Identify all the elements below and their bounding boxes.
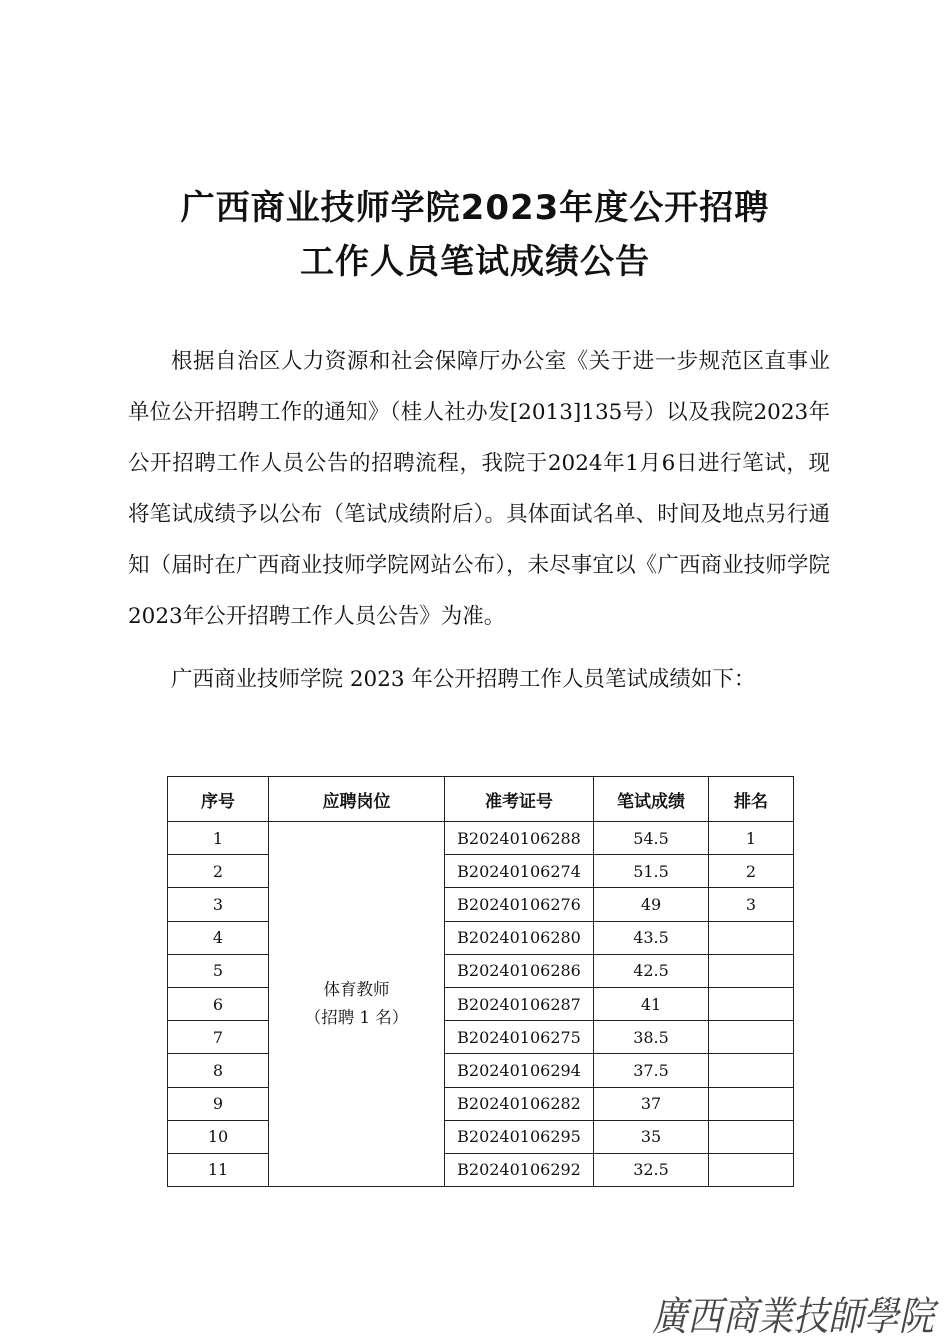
cell-rank — [709, 1120, 794, 1153]
college-calligraphy-watermark — [648, 1282, 938, 1340]
announcement-paragraph-2: 广西商业技师学院 2023 年公开招聘工作人员笔试成绩如下： — [171, 667, 756, 692]
table-row — [168, 855, 794, 888]
cell-rank — [709, 987, 794, 1020]
cell-rank — [709, 1087, 794, 1120]
header-admission-ticket: 准考证号 — [445, 777, 594, 822]
table-row — [168, 987, 794, 1020]
cell-serial-number: 10 — [168, 1120, 269, 1153]
cell-admission-ticket: B20240106274 — [445, 855, 594, 888]
exam-score-table — [167, 776, 794, 1187]
table-row — [168, 1087, 794, 1120]
cell-admission-ticket: B20240106275 — [445, 1021, 594, 1054]
cell-serial-number: 3 — [168, 888, 269, 921]
cell-rank — [709, 954, 794, 987]
cell-admission-ticket: B20240106294 — [445, 1054, 594, 1087]
cell-rank — [709, 921, 794, 954]
cell-admission-ticket: B20240106292 — [445, 1153, 594, 1186]
cell-written-score: 35 — [594, 1120, 709, 1153]
cell-serial-number: 7 — [168, 1021, 269, 1054]
cell-serial-number: 1 — [168, 822, 269, 855]
document-title-line-2: 工作人员笔试成绩公告 — [300, 242, 650, 282]
header-rank: 排名 — [709, 777, 794, 822]
cell-rank — [709, 1021, 794, 1054]
document-title-line-1: 广西商业技师学院2023年度公开招聘 — [180, 188, 770, 228]
table-row — [168, 1120, 794, 1153]
announcement-body — [128, 336, 830, 705]
cell-rank: 2 — [709, 855, 794, 888]
table-row — [168, 1054, 794, 1087]
cell-serial-number: 9 — [168, 1087, 269, 1120]
table-row — [168, 1021, 794, 1054]
cell-serial-number: 8 — [168, 1054, 269, 1087]
announcement-paragraph-1: 根据自治区人力资源和社会保障厅办公室《关于进一步规范区直事业单位公开招聘工作的通知》（桂人社办发[2013]135号）以及我院2023年公开招聘工作人员公告的招聘流程，我院于2024年1月6日进行笔试，现将笔试成绩予以公布（笔试成绩附后）。具体面试名单、时间及地点另行通知（届时在广西商业技师学院网站公布），未尽事宜以《广西商业技师学院2023年公开招聘工作人员公告》为准。 — [128, 349, 830, 629]
cell-position — [269, 822, 445, 1187]
cell-admission-ticket: B20240106276 — [445, 888, 594, 921]
table-row — [168, 954, 794, 987]
cell-written-score: 51.5 — [594, 855, 709, 888]
table-row — [168, 822, 794, 855]
cell-admission-ticket: B20240106282 — [445, 1087, 594, 1120]
cell-admission-ticket: B20240106280 — [445, 921, 594, 954]
cell-admission-ticket: B20240106288 — [445, 822, 594, 855]
cell-serial-number: 4 — [168, 921, 269, 954]
cell-written-score: 38.5 — [594, 1021, 709, 1054]
cell-rank: 1 — [709, 822, 794, 855]
position-name: 体育教师 — [323, 980, 390, 1000]
cell-written-score: 49 — [594, 888, 709, 921]
cell-serial-number: 6 — [168, 987, 269, 1020]
cell-rank — [709, 1054, 794, 1087]
cell-written-score: 32.5 — [594, 1153, 709, 1186]
cell-written-score: 54.5 — [594, 822, 709, 855]
header-written-score: 笔试成绩 — [594, 777, 709, 822]
cell-written-score: 41 — [594, 987, 709, 1020]
cell-serial-number: 2 — [168, 855, 269, 888]
cell-admission-ticket: B20240106295 — [445, 1120, 594, 1153]
cell-rank — [709, 1153, 794, 1186]
cell-admission-ticket: B20240106287 — [445, 987, 594, 1020]
cell-written-score: 37 — [594, 1087, 709, 1120]
cell-written-score: 42.5 — [594, 954, 709, 987]
table-row — [168, 921, 794, 954]
cell-admission-ticket: B20240106286 — [445, 954, 594, 987]
table-row — [168, 1153, 794, 1186]
table-body — [168, 822, 794, 1187]
cell-serial-number: 11 — [168, 1153, 269, 1186]
cell-written-score: 37.5 — [594, 1054, 709, 1087]
position-quota: （招聘 1 名） — [304, 1008, 409, 1028]
header-serial-number: 序号 — [168, 777, 269, 822]
table-row — [168, 888, 794, 921]
cell-rank: 3 — [709, 888, 794, 921]
cell-serial-number: 5 — [168, 954, 269, 987]
header-position: 应聘岗位 — [269, 777, 445, 822]
table-header-row — [168, 777, 794, 822]
watermark-text: 廣西商業技師學院 — [652, 1294, 940, 1340]
cell-written-score: 43.5 — [594, 921, 709, 954]
